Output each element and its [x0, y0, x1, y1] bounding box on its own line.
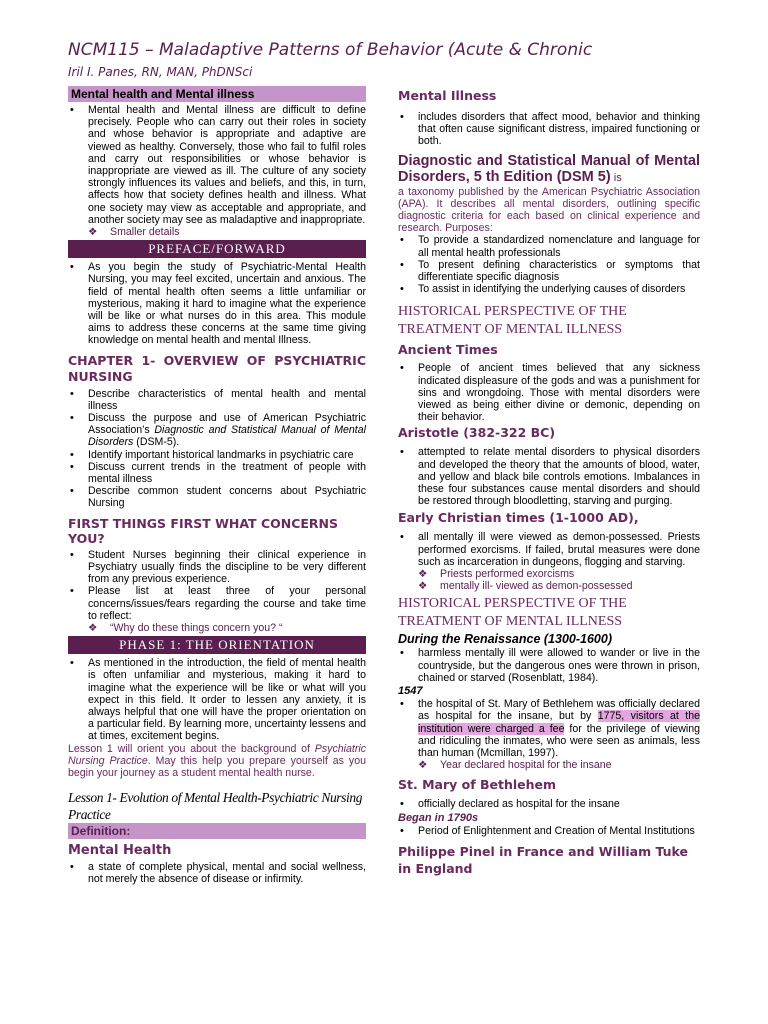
mental-illness-list — [398, 111, 700, 148]
list-item: • As you begin the study of Psychiatric-Mental Health Nursing, you may feel excited, uncertain and anxious. The field of mental health often seems a little unfamiliar or mysterious, making it hard to imagine what the experience will be like or what nurses do in this area. This module aims to address these concerns at the same time giving knowledge on mental health and mental Illness. — [68, 261, 366, 346]
document-title: NCM115 – Maladaptive Patterns of Behavior (Acute & Chronic — [68, 40, 593, 60]
sub-point: ❖ Year declared hospital for the insane — [418, 759, 612, 772]
dsm-purposes — [398, 234, 700, 295]
highlighted-text: 1775, visitors at the institution were charged a fee — [418, 710, 700, 735]
list-item: • Identify important historical landmarks in psychiatric care — [68, 449, 366, 461]
mental-health-list — [68, 861, 366, 885]
list-item: • a state of complete physical, mental and social wellness, not merely the absence of disease or infirmity. — [68, 861, 366, 885]
first-things-list — [68, 549, 366, 622]
list-item: • To provide a standardized nomenclature and language for all mental health professionals — [398, 234, 700, 258]
dsm-description: a taxonomy published by the American Psychiatric Association (APA). It describes all mental disorders, outlining specific diagnostic criteria for each based on clinical experience and research. Purposes: — [398, 185, 700, 235]
renaissance-heading: During the Renaissance (1300-1600) — [398, 632, 612, 647]
list-item: • all mentally ill were viewed as demon-possessed. Priests performed exorcisms. If failed, brutal measures were done such as incarceration in dungeons, flogging and starving. — [398, 531, 700, 568]
ancient-list — [398, 362, 700, 423]
historical-heading: HISTORICAL PERSPECTIVE OF THE TREATMENT OF MENTAL ILLNESS — [398, 304, 627, 338]
preface-list — [68, 261, 366, 346]
list-item: • Discuss current trends in the treatment of people with mental illness — [68, 461, 366, 485]
pinel-tuke-heading: Philippe Pinel in France and William Tuke in England — [398, 843, 688, 876]
mental-health-heading: Mental Health — [68, 843, 172, 859]
list-item: • Discuss the purpose and use of American Psychiatric Association’s Diagnostic and Statistical Manual of Mental Disorders (DSM-5). — [68, 412, 366, 449]
list-item: • Student Nurses beginning their clinical experience in Psychiatry usually finds the discipline to be very different from any previous experience. — [68, 549, 366, 586]
phase-list — [68, 657, 366, 742]
preface-banner: PREFACE/FORWARD — [68, 240, 366, 258]
lesson-intro-paragraph: Lesson 1 will orient you about the background of Psychiatric Nursing Practice. May this help you prepare yourself as you begin your journey as a student mental health nurse. — [68, 742, 366, 779]
list-item: • Period of Enlightenment and Creation of Mental Institutions — [398, 825, 700, 837]
sub-point: ❖ “Why do these things concern you? “ — [88, 621, 283, 634]
sub-point: ❖ Smaller details — [88, 226, 180, 239]
ancient-times-heading: Ancient Times — [398, 342, 498, 358]
right-column — [398, 86, 700, 880]
list-item: • To present defining characteristics or symptoms that differentiate specific diagnosis — [398, 259, 700, 283]
st-mary-list — [398, 798, 700, 810]
diamond-bullet-icon: ❖ — [418, 568, 428, 581]
list-item: • harmless mentally ill were allowed to wander or live in the countryside, but the dangerous ones were thrown in prison, chained or starved (Rosenblatt, 1984). — [398, 647, 700, 684]
mental-illness-heading: Mental Illness — [398, 88, 497, 103]
section-band-mental-health: Mental health and Mental illness — [68, 86, 366, 102]
christian-list — [398, 531, 700, 568]
christian-heading: Early Christian times (1-1000 AD), — [398, 510, 639, 526]
phase-banner: PHASE 1: THE ORIENTATION — [68, 636, 366, 654]
diamond-bullet-icon: ❖ — [88, 621, 98, 634]
list-item: • includes disorders that affect mood, behavior and thinking that often cause significant distress, impaired functioning or both. — [398, 111, 700, 148]
sub-point: ❖ Priests performed exorcisms — [418, 568, 575, 581]
list-item: • Mental health and Mental illness are difficult to define precisely. People who can carry out their roles in society and whose behavior is appropriate and adaptive are viewed as healthy. Conversely, those who fail to fulfil roles and carry out responsibilities or whose behavior is inappropriate are viewed as ill. The culture of any society strongly influences its values and beliefs, and this, in turn, affects how that society defines health and illness. What one society may view as acceptable and appropriate, and another society may see as maladaptive and inappropriate. — [68, 104, 366, 226]
list-item: • Please list at least three of your personal concerns/issues/fears regarding the course and take time to reflect: — [68, 585, 366, 622]
renaissance-list — [398, 647, 700, 684]
list-item: • Describe common student concerns about Psychiatric Nursing — [68, 485, 366, 509]
chapter-objectives — [68, 388, 366, 510]
diamond-bullet-icon: ❖ — [418, 759, 428, 772]
aristotle-list — [398, 446, 700, 507]
began-heading: Began in 1790s — [398, 811, 479, 824]
year-1547-label: 1547 — [398, 685, 423, 698]
dsm-heading: Diagnostic and Statistical Manual of Mental Disorders, 5 th Edition (DSM 5) is — [398, 152, 700, 185]
list-item: • officially declared as hospital for the insane — [398, 798, 700, 810]
left-column — [68, 86, 366, 886]
lesson-title: Lesson 1- Evolution of Mental Health-Psychiatric Nursing Practice — [68, 790, 363, 823]
document-author: Iril I. Panes, RN, MAN, PhDNSci — [68, 65, 253, 79]
list-item: • People of ancient times believed that any sickness indicated displeasure of the gods and was a punishment for sins and wrongdoing. Those with mental disorders were viewed as being either divine or demonic, depending on their behavior. — [398, 362, 700, 423]
diamond-bullet-icon: ❖ — [418, 580, 428, 593]
bethlehem-list — [398, 698, 700, 759]
first-things-heading: FIRST THINGS FIRST WHAT CONCERNS YOU? — [68, 515, 339, 546]
list-item: • As mentioned in the introduction, the field of mental health is often unfamiliar and mysterious, making it hard to imagine what the experience will be like or what will you expect in this field. It order to lessen any anxiety, it is always helpful that one will have the proper orientation on a particular field. By learning more, uncertainty lessens and at times, excitement begins. — [68, 657, 366, 742]
list-item: • Describe characteristics of mental health and mental illness — [68, 388, 366, 412]
list-item: • To assist in identifying the underlying causes of disorders — [398, 283, 700, 295]
historical-heading-2: HISTORICAL PERSPECTIVE OF THE TREATMENT OF MENTAL ILLNESS — [398, 596, 627, 630]
mh-list — [68, 104, 366, 226]
aristotle-heading: Aristotle (382-322 BC) — [398, 425, 556, 441]
definition-band: Definition: — [68, 823, 366, 839]
list-item: • attempted to relate mental disorders to physical disorders and developed the theory that the amounts of blood, water, and yellow and black bile controls emotions. Imbalances in these four substances cause mental disorders and should be restored through bloodletting, starving and purging. — [398, 446, 700, 507]
diamond-bullet-icon: ❖ — [88, 226, 98, 239]
list-item: • the hospital of St. Mary of Bethlehem was officially declared as hospital for the insane, but by 1775, visitors at the institution were charged a fee for the privilege of viewing and ridiculing the inmates, who were seen as animals, less than human (Mcmillan, 1997). — [398, 698, 700, 759]
chapter-heading: CHAPTER 1- OVERVIEW OF PSYCHIATRIC NURSING — [68, 352, 366, 384]
sub-point: ❖ mentally ill- viewed as demon-possessed — [418, 580, 633, 593]
began-list — [398, 825, 700, 837]
st-mary-heading: St. Mary of Bethlehem — [398, 777, 557, 793]
